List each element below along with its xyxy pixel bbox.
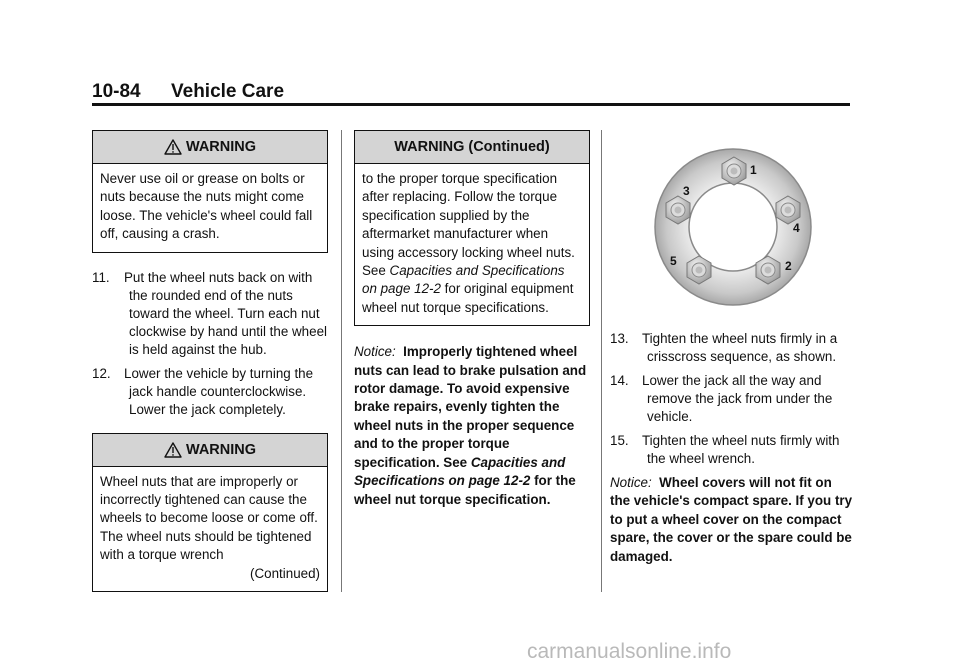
page-number: 10-84: [92, 81, 141, 102]
notice-text: Wheel covers will not fit on the vehicle's compact spare. If you try to put a wheel cover on the compact spare, the cover or the spare could be damaged.: [610, 475, 853, 564]
step-number: 15.: [610, 433, 629, 448]
step-13: [610, 330, 855, 366]
warning-triangle-icon: [164, 442, 182, 458]
step-number: 14.: [610, 373, 629, 388]
section-title: Vehicle Care: [171, 81, 285, 102]
nut-label-2: 2: [785, 259, 792, 273]
notice-1: [354, 343, 590, 509]
step-12: [92, 365, 328, 419]
wheel-nut-sequence-diagram: [650, 130, 820, 308]
warning-body: Never use oil or grease on bolts or nuts because the nuts might come loose. The vehicle's wheel could fall off, causing a crash.: [100, 171, 313, 242]
warning-title: WARNING: [185, 441, 257, 458]
warning-title: WARNING: [185, 139, 257, 155]
nut-label-4: 4: [793, 221, 800, 235]
watermark: carmanualsonline.info: [527, 640, 732, 663]
warning-header: [93, 434, 327, 467]
step-14: [610, 372, 855, 426]
step-text: Lower the jack all the way and remove the jack from under the vehicle.: [642, 373, 833, 424]
spec-reference: Capacities and Specifications on page 12-2: [362, 263, 565, 297]
warning-body: [355, 164, 589, 325]
notice-text: for the wheel nut torque specification.: [354, 473, 576, 507]
warning-text: Wheel nuts that are improperly or incorrectly tightened can cause the wheels to become loose or come off. The wheel nuts should be tightened with a torque wrench: [100, 473, 318, 563]
warning-header: [355, 131, 589, 164]
nut-label-3: 3: [683, 184, 690, 198]
column-divider: [601, 130, 602, 592]
header-rule: [92, 103, 850, 106]
step-number: 12.: [92, 365, 111, 381]
spec-reference: Capacities and Specifications on page 12-2: [354, 454, 566, 489]
warning-box-1: [92, 130, 328, 253]
page-header: [92, 80, 850, 106]
warning-title: WARNING (Continued): [394, 139, 550, 155]
column-2: [354, 130, 590, 509]
step-text: Lower the vehicle by turning the jack handle counterclockwise. Lower the jack completely.: [124, 365, 314, 417]
step-text: Tighten the wheel nuts firmly in a crisscross sequence, as shown.: [642, 331, 838, 364]
notice-text: Improperly tightened wheel nuts can lead to brake pulsation and rotor damage. To avoid expensive brake repairs, evenly tighten the wheel nuts in the proper sequence and to the proper torque specification. See: [354, 344, 587, 470]
column-1: [92, 130, 328, 592]
warning-header: [93, 131, 327, 164]
notice-label: Notice:: [610, 475, 652, 490]
warning-triangle-icon: [164, 139, 182, 155]
step-number: 11.: [92, 269, 110, 285]
step-11: [92, 269, 328, 359]
warning-text: for original equipment wheel nut torque specifications.: [362, 281, 574, 315]
continued-label: (Continued): [250, 565, 320, 581]
notice-2: [610, 474, 855, 566]
column-3-text: [610, 330, 855, 566]
step-text: Put the wheel nuts back on with the rounded end of the nuts toward the wheel. Turn each nut clockwise by hand until the wheel is held against the hub.: [124, 269, 327, 357]
column-divider: [341, 130, 342, 592]
nut-label-1: 1: [750, 163, 757, 177]
warning-box-2: [92, 433, 328, 592]
warning-text: to the proper torque specification after replacing. Follow the torque specification supplied by the aftermarket manufacturer when using accessory locking wheel nuts. See: [362, 171, 575, 279]
nut-label-5: 5: [670, 254, 677, 268]
warning-box-continued: [354, 130, 590, 326]
notice-label: Notice:: [354, 344, 396, 360]
step-number: 13.: [610, 331, 629, 346]
warning-body: [93, 467, 327, 591]
step-text: Tighten the wheel nuts firmly with the wheel wrench.: [642, 433, 840, 466]
step-15: [610, 432, 855, 468]
